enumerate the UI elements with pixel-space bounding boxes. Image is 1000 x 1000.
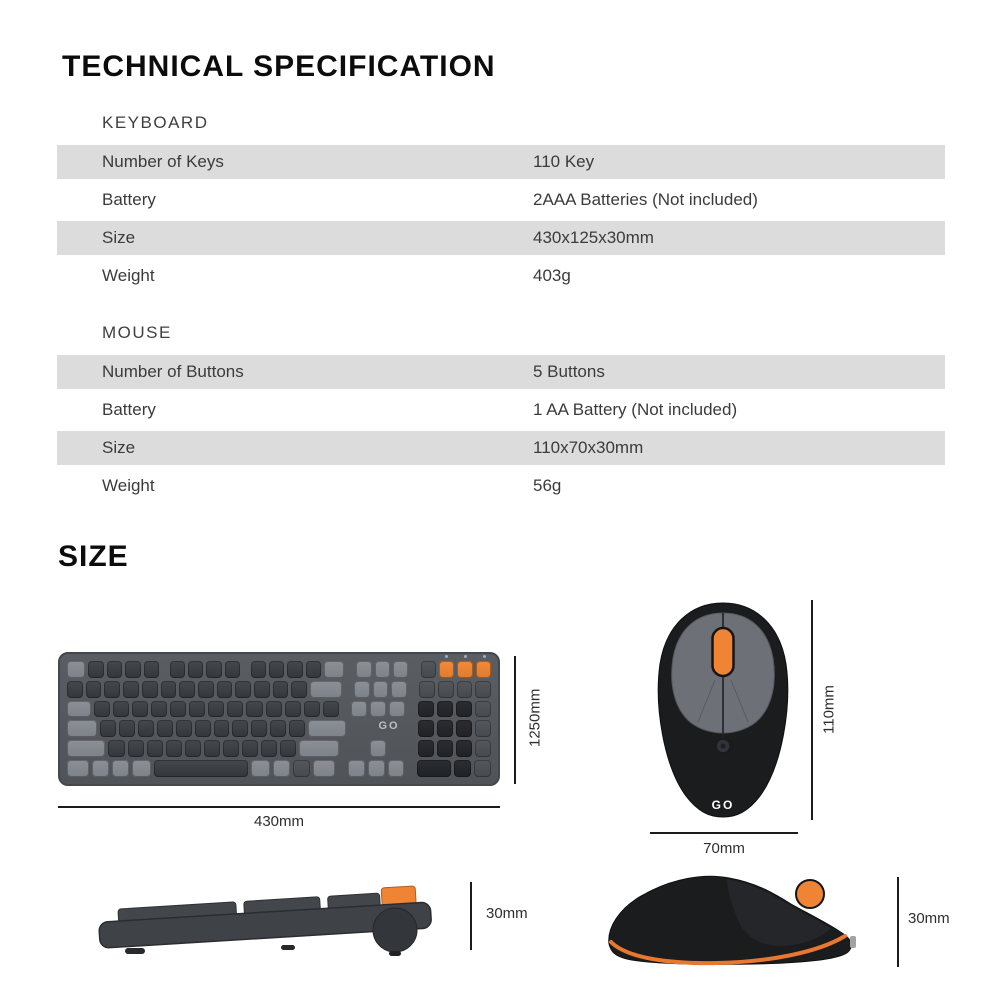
keyboard-key <box>119 720 135 737</box>
spec-label: Battery <box>102 400 156 419</box>
keyboard-key <box>285 701 301 718</box>
keyboard-key <box>94 701 110 718</box>
keyboard-key <box>151 701 167 718</box>
mouse-top-view-image <box>648 596 798 824</box>
keyboard-key <box>475 740 491 757</box>
spec-row <box>57 221 945 255</box>
keyboard-key <box>437 701 453 718</box>
keyboard-key <box>67 661 85 678</box>
keyboard-key-orange <box>439 661 454 678</box>
keyboard-key <box>456 740 472 757</box>
keyboard-key <box>113 701 129 718</box>
page-title: TECHNICAL SPECIFICATION <box>62 50 496 83</box>
keyboard-key <box>123 681 139 698</box>
spec-row <box>57 355 945 389</box>
keyboard-key <box>270 720 286 737</box>
keyboard-key <box>217 681 233 698</box>
keyboard-key <box>154 760 249 777</box>
keyboard-key <box>125 661 140 678</box>
keyboard-key <box>67 701 91 718</box>
keyboard-key <box>108 740 124 757</box>
keyboard-key <box>266 701 282 718</box>
keyboard-key <box>235 681 251 698</box>
spec-label: Size <box>102 438 136 457</box>
keyboard-key <box>373 681 389 698</box>
keyboard-side-battery-bulge <box>373 908 417 952</box>
keyboard-key <box>370 701 386 718</box>
keyboard-key <box>86 681 102 698</box>
spec-value: 110 Key <box>533 152 595 171</box>
keyboard-key <box>389 701 405 718</box>
spec-row <box>57 259 945 293</box>
keyboard-brand-logo: GO <box>378 720 400 732</box>
keyboard-key <box>254 681 270 698</box>
keyboard-key <box>475 720 491 737</box>
spec-row <box>57 145 945 179</box>
spec-value: 5 Buttons <box>533 362 605 381</box>
keyboard-key <box>289 720 305 737</box>
keyboard-key <box>132 760 151 777</box>
keyboard-key <box>351 701 367 718</box>
keyboard-side-left-foot <box>125 948 145 954</box>
mouse-side-height-dimension-line <box>897 877 899 967</box>
keyboard-key-orange <box>457 661 472 678</box>
keyboard-key <box>157 720 173 737</box>
keyboard-key <box>232 720 248 737</box>
keyboard-key <box>269 661 284 678</box>
keyboard-key <box>306 661 321 678</box>
keyboard-key <box>170 661 185 678</box>
keyboard-key <box>421 661 436 678</box>
keyboard-key <box>348 760 365 777</box>
keyboard-key <box>388 760 405 777</box>
keyboard-key <box>417 760 451 777</box>
mouse-side-scroll-wheel <box>796 880 824 908</box>
spec-row <box>57 393 945 427</box>
keyboard-top-view-image <box>58 652 500 786</box>
keyboard-key <box>198 681 214 698</box>
keyboard-key <box>356 661 371 678</box>
section-heading: MOUSE <box>102 323 172 342</box>
keyboard-width-dimension-line <box>58 806 500 808</box>
keyboard-key <box>437 740 453 757</box>
section-heading: KEYBOARD <box>102 113 209 132</box>
mouse-width-dimension-line <box>650 832 798 834</box>
keyboard-key <box>144 661 159 678</box>
size-heading: SIZE <box>58 540 129 573</box>
keyboard-indicator-leds <box>445 655 486 658</box>
spec-value: 403g <box>533 266 571 285</box>
keyboard-key <box>223 740 239 757</box>
keyboard-key <box>457 681 473 698</box>
keyboard-key <box>313 760 335 777</box>
keyboard-key <box>251 760 270 777</box>
spec-value: 1 AA Battery (Not included) <box>533 400 738 419</box>
spec-label: Number of Keys <box>102 152 224 171</box>
keyboard-height-dimension-line <box>514 656 516 784</box>
spec-row <box>57 183 945 217</box>
mouse-side-view-image <box>605 870 863 968</box>
spec-label: Weight <box>102 266 155 285</box>
keyboard-key <box>475 701 491 718</box>
keyboard-key <box>138 720 154 737</box>
keyboard-key <box>310 681 341 698</box>
keyboard-side-view-image <box>95 872 440 964</box>
keyboard-key <box>308 720 346 737</box>
keyboard-key <box>67 681 83 698</box>
keyboard-side-bulge-foot <box>389 951 401 956</box>
keyboard-key <box>368 760 385 777</box>
keyboard-key <box>474 760 491 777</box>
keyboard-top-keys <box>67 661 491 777</box>
keyboard-key-orange <box>476 661 491 678</box>
keyboard-key <box>128 740 144 757</box>
keyboard-key <box>147 740 163 757</box>
mouse-height-dimension-label: 110mm <box>820 685 838 735</box>
keyboard-key <box>299 740 339 757</box>
keyboard-side-height-dimension-label: 30mm <box>486 905 528 922</box>
mouse-side-height-dimension-label: 30mm <box>908 910 950 927</box>
keyboard-key <box>323 701 339 718</box>
spec-label: Size <box>102 228 136 247</box>
keyboard-key <box>418 740 434 757</box>
keyboard-key <box>437 720 453 737</box>
keyboard-key <box>179 681 195 698</box>
keyboard-key <box>227 701 243 718</box>
keyboard-key <box>324 661 344 678</box>
keyboard-key <box>261 740 277 757</box>
keyboard-key <box>112 760 129 777</box>
keyboard-key <box>375 661 390 678</box>
spec-section <box>57 113 945 293</box>
keyboard-key <box>100 720 116 737</box>
keyboard-key <box>67 760 89 777</box>
keyboard-key <box>242 740 258 757</box>
spec-section <box>57 323 945 503</box>
spec-label: Weight <box>102 476 155 495</box>
keyboard-key <box>304 701 320 718</box>
keyboard-key <box>176 720 192 737</box>
keyboard-key <box>170 701 186 718</box>
keyboard-key <box>456 720 472 737</box>
mouse-brand-logo: GO <box>711 798 735 812</box>
keyboard-key <box>370 740 386 757</box>
mouse-side-rear-connector <box>850 936 856 948</box>
keyboard-key <box>92 760 109 777</box>
keyboard-key <box>104 681 120 698</box>
keyboard-key <box>475 681 491 698</box>
mouse-width-dimension-label: 70mm <box>703 840 745 857</box>
keyboard-key <box>142 681 158 698</box>
keyboard-key <box>354 681 370 698</box>
keyboard-key <box>291 681 307 698</box>
keyboard-key <box>287 661 302 678</box>
keyboard-key <box>214 720 230 737</box>
keyboard-key <box>67 740 105 757</box>
mouse-scroll-wheel <box>713 628 734 676</box>
keyboard-side-mid-foot <box>281 945 295 950</box>
spec-value: 430x125x30mm <box>533 228 654 247</box>
keyboard-key <box>132 701 148 718</box>
keyboard-key <box>246 701 262 718</box>
keyboard-key <box>418 720 434 737</box>
keyboard-key <box>293 760 310 777</box>
keyboard-key <box>273 681 289 698</box>
spec-label: Number of Buttons <box>102 362 244 381</box>
keyboard-height-dimension-label: 1250mm <box>526 688 544 748</box>
spec-label: Battery <box>102 190 156 209</box>
keyboard-key <box>107 661 122 678</box>
keyboard-side-height-dimension-line <box>470 882 472 950</box>
keyboard-key <box>166 740 182 757</box>
keyboard-key <box>67 720 97 737</box>
spec-value: 56g <box>533 476 562 495</box>
keyboard-key <box>189 701 205 718</box>
spec-value: 110x70x30mm <box>533 438 644 457</box>
keyboard-key <box>206 661 221 678</box>
keyboard-key <box>204 740 220 757</box>
keyboard-key <box>280 740 296 757</box>
keyboard-key <box>161 681 177 698</box>
keyboard-key <box>195 720 211 737</box>
spec-row <box>57 431 945 465</box>
keyboard-key <box>438 681 454 698</box>
keyboard-key <box>208 701 224 718</box>
mouse-dpi-button-dot <box>721 744 726 749</box>
keyboard-key <box>393 661 408 678</box>
spec-value: 2AAA Batteries (Not included) <box>533 190 758 209</box>
mouse-height-dimension-line <box>811 600 813 820</box>
keyboard-key <box>456 701 472 718</box>
keyboard-key <box>225 661 240 678</box>
keyboard-key <box>251 720 267 737</box>
keyboard-key <box>185 740 201 757</box>
keyboard-key <box>454 760 471 777</box>
keyboard-key <box>88 661 103 678</box>
keyboard-key <box>391 681 407 698</box>
keyboard-key <box>251 661 266 678</box>
keyboard-width-dimension-label: 430mm <box>253 813 305 830</box>
keyboard-key <box>273 760 290 777</box>
spec-row <box>57 469 945 503</box>
spec-sections <box>57 113 945 507</box>
keyboard-key <box>188 661 203 678</box>
keyboard-key <box>418 701 434 718</box>
keyboard-key <box>419 681 435 698</box>
